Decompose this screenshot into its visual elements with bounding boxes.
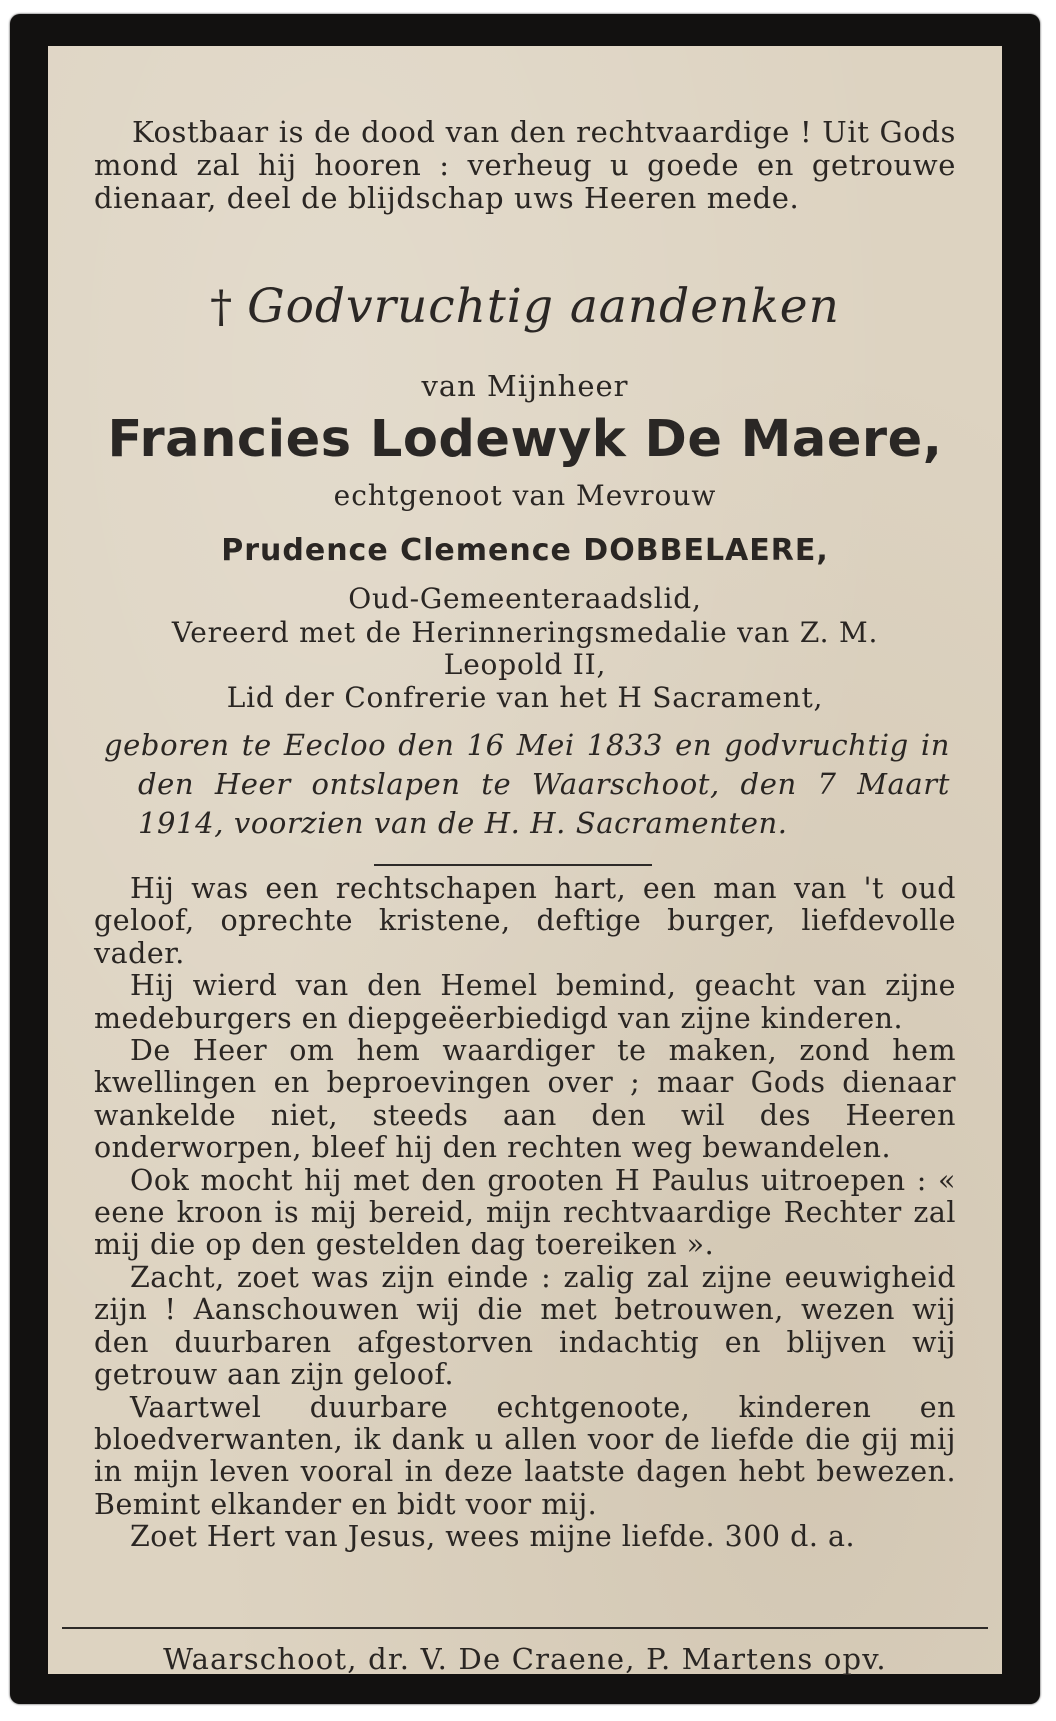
eulogy-text bbox=[94, 873, 956, 1554]
eulogy-paragraph: Ook mocht hij met den grooten H Paulus uitroepen : « eene kroon is mij bereid, mijn rechtvaardige Rechter zal mij die op den gestelden dag toereiken ». bbox=[94, 1163, 956, 1262]
memorial-card bbox=[10, 14, 1040, 1704]
card-paper bbox=[48, 46, 1002, 1674]
eulogy-paragraph: De Heer om hem waardiger te maken, zond hem kwellingen en beproevingen over ; maar Gods dienaar wankelde niet, steeds aan den wil des Heeren onderworpen, bleef hij den rechten weg bewandelen. bbox=[94, 1034, 956, 1165]
birth-death-statement bbox=[104, 726, 950, 843]
spouse-name: Prudence Clemence DOBBELAERE, bbox=[221, 533, 829, 568]
title-line: Oud-Gemeenteraadslid, bbox=[348, 582, 702, 615]
eulogy-paragraph: Vaartwel duurbare echtgenoote, kinderen en bloedverwanten, ik dank u allen voor de liefde die gij mij in mijn leven vooral in deze laatste dagen hebt bewezen. Bemint elkander en bidt voor mij. bbox=[94, 1390, 956, 1521]
heading-title: Godvruchtig aandenken bbox=[247, 279, 840, 334]
memorial-heading bbox=[48, 279, 1002, 334]
eulogy-paragraph: Zacht, zoet was zijn einde : zalig zal zijne eeuwigheid zijn ! Aanschouwen wij die met betrouwen, wezen wij den duurbaren afgestorven indachtig en blijven wij getrouw aan zijn geloof. bbox=[94, 1260, 956, 1392]
title-line: Vereerd met de Herinneringsmedalie van Z. M. bbox=[171, 616, 879, 649]
intro-line: van Mijnheer bbox=[421, 369, 629, 403]
title-line: Lid der Confrerie van het H Sacrament, bbox=[226, 681, 824, 714]
opening-verse bbox=[94, 116, 956, 215]
spouse-intro: echtgenoot van Mevrouw bbox=[333, 479, 717, 512]
cross-icon: † bbox=[210, 282, 234, 333]
eulogy-paragraph: Hij wierd van den Hemel bemind, geacht van zijne medeburgers en diepgeëerbiedigd van zijne kinderen. bbox=[94, 969, 956, 1035]
birth-death-text: geboren te Eecloo den 16 Mei 1833 en godvruchtig in den Heer ontslapen te Waarschoot, den 7 Maart 1914, voorzien van de H. H. Sacramenten. bbox=[104, 728, 950, 840]
footer-rule bbox=[62, 1627, 988, 1629]
eulogy-paragraph: Hij was een rechtschapen hart, een man van 't oud geloof, oprechte kristene, deftige burger, liefdevolle vader. bbox=[94, 872, 956, 970]
divider bbox=[374, 864, 652, 866]
opening-verse-text: Kostbaar is de dood van den rechtvaardige ! Uit Gods mond zal hij hooren : verheug u goede en getrouwe dienaar, deel de blijdschap uws Heeren mede. bbox=[94, 115, 956, 215]
deceased-name: Francies Lodewyk De Maere, bbox=[107, 410, 943, 469]
closing-prayer: Zoet Hert van Jesus, wees mijne liefde. 300 d. a. bbox=[130, 1520, 856, 1554]
printer-imprint: Waarschoot, dr. V. De Craene, P. Martens opv. bbox=[163, 1642, 887, 1676]
title-line: Leopold II, bbox=[443, 648, 607, 681]
